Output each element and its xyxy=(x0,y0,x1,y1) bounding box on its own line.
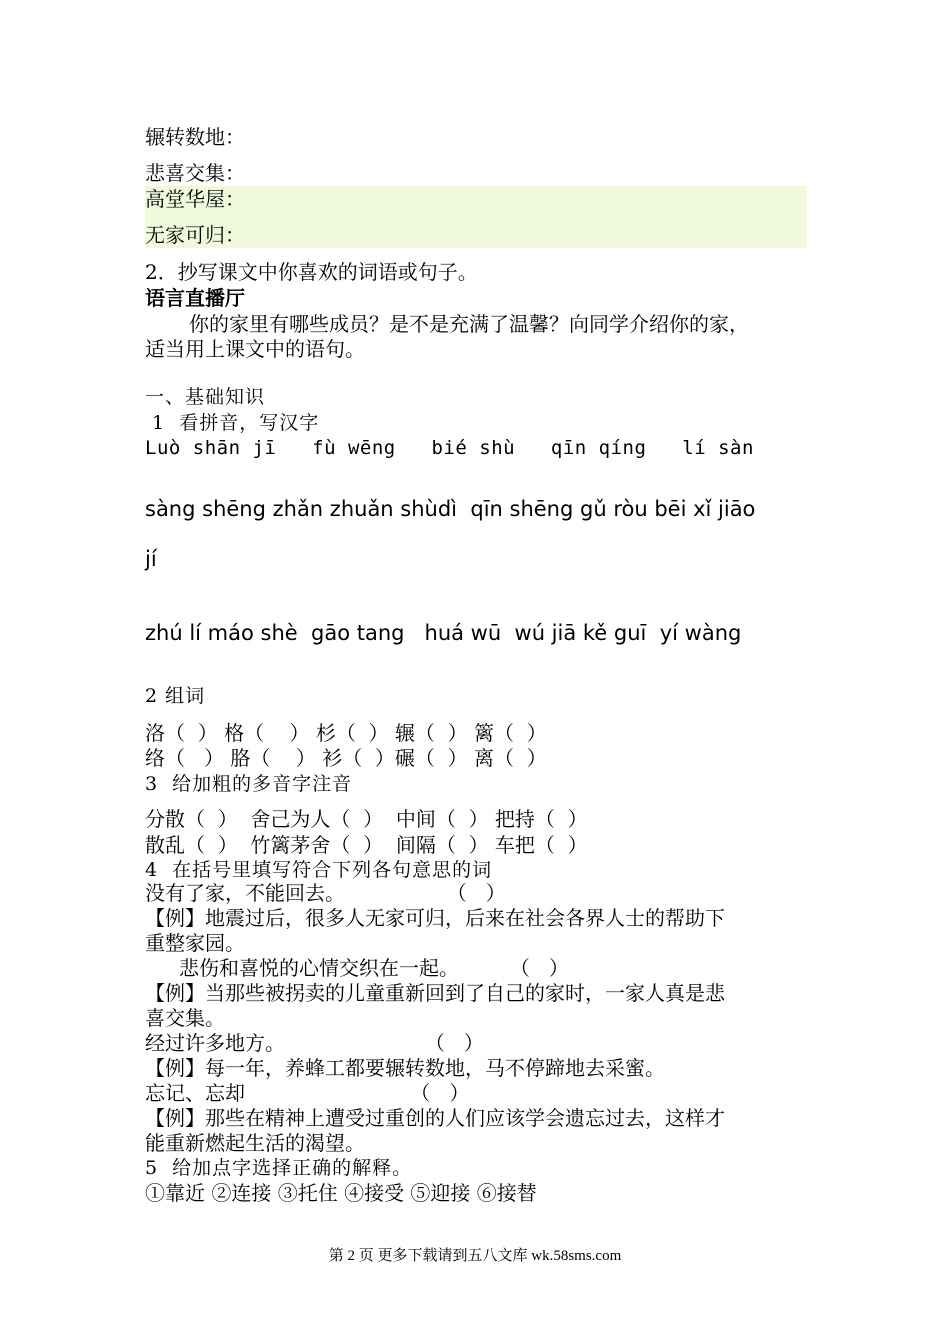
q2-row: 洛（ ） 格（ ） 杉（ ） 辗（ ） 篱（ ） xyxy=(145,721,547,745)
q4-item: 能重新燃起生活的渴望。 xyxy=(145,1131,365,1155)
q3-row: 散乱（ ） 竹篱茅舍（ ） 间隔（ ） 车把（ ） xyxy=(145,833,588,857)
vocab-item: 无家可归： xyxy=(145,212,807,248)
q4-item: 重整家园。 xyxy=(145,931,245,955)
q4-item: 悲伤和喜悦的心情交织在一起。 （ ） xyxy=(179,956,569,980)
vocab-item: 高堂华屋： xyxy=(145,186,807,212)
pinyin-row: jí xyxy=(145,547,157,571)
part1-title: 一、基础知识 xyxy=(145,386,266,408)
intro-line: 适当用上课文中的语句。 xyxy=(145,337,365,361)
q4-item: 经过许多地方。 （ ） xyxy=(145,1031,484,1055)
pinyin-row: zhú lí máo shè gāo tang huá wū wú jiā kě guī yí wàng xyxy=(145,621,742,645)
q5-options: ①靠近 ②连接 ③托住 ④接受 ⑤迎接 ⑥接替 xyxy=(145,1181,537,1205)
intro-line: 你的家里有哪些成员？是不是充满了温馨？向同学介绍你的家， xyxy=(189,312,749,336)
pinyin-row: sàng shēng zhǎn zhuǎn shùdì qīn shēng gǔ ròu bēi xǐ jiāo xyxy=(145,497,756,521)
section-title: 语言直播厅 xyxy=(145,286,245,310)
q4-item: 【例】那些在精神上遭受过重创的人们应该学会遗忘过去，这样才 xyxy=(145,1106,725,1130)
q2-title: 2 组词 xyxy=(145,685,206,707)
q4-item: 【例】当那些被拐卖的儿童重新回到了自己的家时，一家人真是悲 xyxy=(145,981,725,1005)
q4-item: 喜交集。 xyxy=(145,1006,225,1030)
q4-title: 4 在括号里填写符合下列各句意思的词 xyxy=(145,859,493,881)
q1-title: 1 看拼音，写汉字 xyxy=(145,412,320,434)
q4-item: 没有了家，不能回去。 （ ） xyxy=(145,881,506,905)
vocab-item: 悲喜交集： xyxy=(145,161,245,185)
page-footer: 第 2 页 更多下载请到五八文库 wk.58sms.com xyxy=(328,1248,622,1264)
q3-row: 分散（ ） 舍己为人（ ） 中间（ ） 把持（ ） xyxy=(145,807,588,831)
q2-row: 络（ ） 胳（ ） 衫（ ）碾（ ） 离（ ） xyxy=(145,746,547,770)
copy-task: 2．抄写课文中你喜欢的词语或句子。 xyxy=(145,260,478,284)
q4-item: 【例】地震过后，很多人无家可归，后来在社会各界人士的帮助下 xyxy=(145,906,725,930)
vocab-item: 辗转数地： xyxy=(145,125,245,149)
q3-title: 3 给加粗的多音字注音 xyxy=(145,773,353,795)
q5-title: 5 给加点字选择正确的解释。 xyxy=(145,1157,413,1179)
q4-item: 【例】每一年，养蜂工都要辗转数地，马不停蹄地去采蜜。 xyxy=(145,1056,665,1080)
q4-item: 忘记、忘却 （ ） xyxy=(145,1081,470,1105)
pinyin-row: Luò shān jī fù wēng bié shù qīn qíng lí sàn xyxy=(145,437,754,459)
